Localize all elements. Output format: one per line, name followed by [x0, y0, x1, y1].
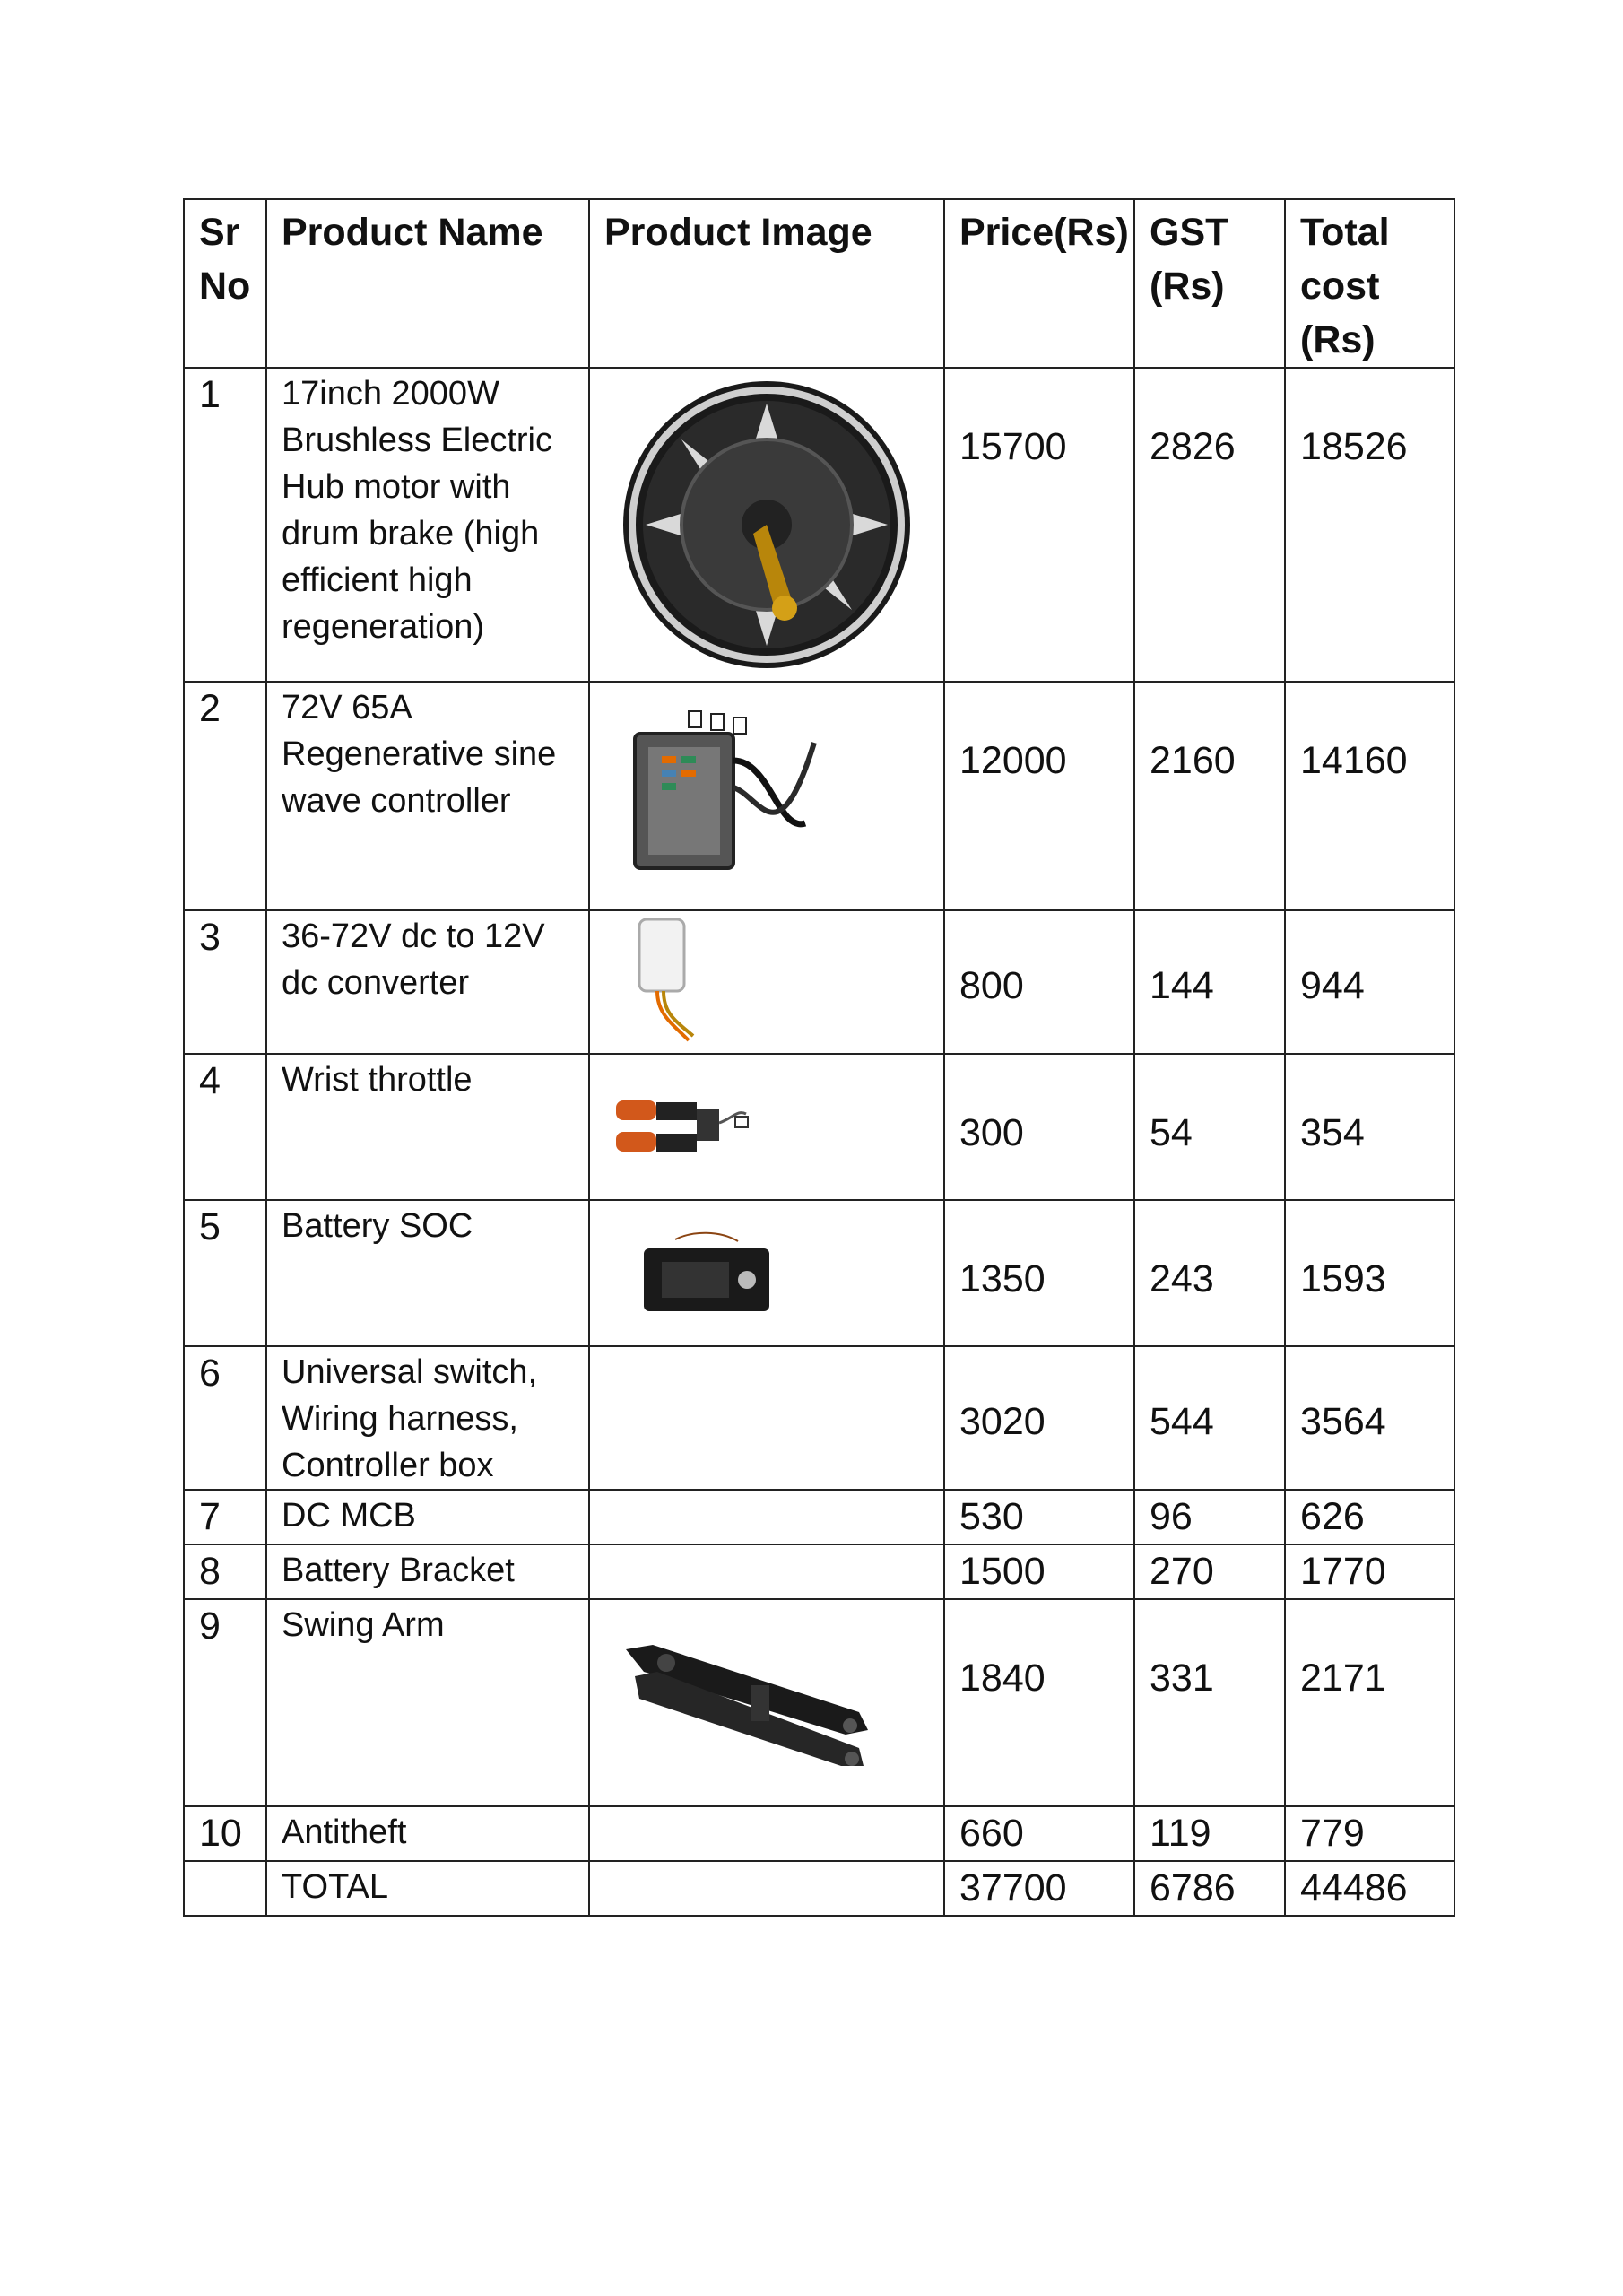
gst-cell: 96 — [1134, 1490, 1285, 1544]
table-row — [184, 1806, 1454, 1861]
product-image-cell — [589, 1490, 944, 1544]
swing-arm-icon — [617, 1631, 877, 1775]
product-cost-table — [183, 198, 1455, 1917]
gst-cell: 144 — [1134, 910, 1285, 1054]
table-row — [184, 1490, 1454, 1544]
totals-gst: 6786 — [1134, 1861, 1285, 1916]
product-image-cell — [589, 1806, 944, 1861]
sr-cell: 5 — [184, 1200, 266, 1346]
total-cell: 2171 — [1285, 1599, 1454, 1806]
header-price: Price(Rs) — [944, 199, 1134, 368]
sr-cell: 2 — [184, 682, 266, 910]
sr-cell: 10 — [184, 1806, 266, 1861]
gst-cell: 2826 — [1134, 368, 1285, 682]
sr-cell: 7 — [184, 1490, 266, 1544]
totals-row — [184, 1861, 1454, 1916]
product-image-cell — [589, 682, 944, 910]
product-image-cell — [589, 368, 944, 682]
product-name-cell: 17inch 2000W Brushless Electric Hub motor with drum brake (high efficient high regeneration) — [266, 368, 589, 682]
table-row — [184, 682, 1454, 910]
total-cell: 3564 — [1285, 1346, 1454, 1490]
total-cell: 14160 — [1285, 682, 1454, 910]
table-row — [184, 1054, 1454, 1200]
sr-cell: 4 — [184, 1054, 266, 1200]
sr-cell: 8 — [184, 1544, 266, 1599]
price-cell: 1840 — [944, 1599, 1134, 1806]
price-cell: 1500 — [944, 1544, 1134, 1599]
hub-motor-icon — [619, 377, 915, 673]
controller-icon — [626, 707, 832, 886]
total-cell: 1770 — [1285, 1544, 1454, 1599]
header-row — [184, 199, 1454, 368]
sr-cell-empty — [184, 1861, 266, 1916]
product-image-cell — [589, 910, 944, 1054]
table-row — [184, 910, 1454, 1054]
table-row — [184, 368, 1454, 682]
sr-cell: 3 — [184, 910, 266, 1054]
price-cell: 800 — [944, 910, 1134, 1054]
product-image-cell — [589, 1544, 944, 1599]
gst-cell: 119 — [1134, 1806, 1285, 1861]
throttle-icon — [612, 1091, 755, 1163]
sr-cell: 6 — [184, 1346, 266, 1490]
totals-price: 37700 — [944, 1861, 1134, 1916]
product-name-cell: Universal switch, Wiring harness, Controller box — [266, 1346, 589, 1490]
table-row — [184, 1544, 1454, 1599]
header-gst: GST (Rs) — [1134, 199, 1285, 368]
price-cell: 660 — [944, 1806, 1134, 1861]
product-image-cell — [589, 1054, 944, 1200]
totals-label: TOTAL — [266, 1861, 589, 1916]
gst-cell: 243 — [1134, 1200, 1285, 1346]
price-cell: 530 — [944, 1490, 1134, 1544]
price-cell: 3020 — [944, 1346, 1134, 1490]
total-cell: 779 — [1285, 1806, 1454, 1861]
table-row — [184, 1599, 1454, 1806]
converter-icon — [626, 915, 707, 1049]
header-product-image: Product Image — [589, 199, 944, 368]
total-cell: 18526 — [1285, 368, 1454, 682]
product-name-cell: 36-72V dc to 12V dc converter — [266, 910, 589, 1054]
product-name-cell: Antitheft — [266, 1806, 589, 1861]
header-product-name: Product Name — [266, 199, 589, 368]
product-name-cell: Wrist throttle — [266, 1054, 589, 1200]
sr-cell: 1 — [184, 368, 266, 682]
gst-cell: 331 — [1134, 1599, 1285, 1806]
product-image-cell — [589, 1861, 944, 1916]
product-name-cell: Battery SOC — [266, 1200, 589, 1346]
gst-cell: 54 — [1134, 1054, 1285, 1200]
price-cell: 15700 — [944, 368, 1134, 682]
product-image-cell — [589, 1599, 944, 1806]
total-cell: 626 — [1285, 1490, 1454, 1544]
product-name-cell: Battery Bracket — [266, 1544, 589, 1599]
table-row — [184, 1346, 1454, 1490]
total-cell: 944 — [1285, 910, 1454, 1054]
totals-total: 44486 — [1285, 1861, 1454, 1916]
product-name-cell: 72V 65A Regenerative sine wave controller — [266, 682, 589, 910]
product-image-cell — [589, 1346, 944, 1490]
price-cell: 300 — [944, 1054, 1134, 1200]
header-sr-no: Sr No — [184, 199, 266, 368]
price-cell: 1350 — [944, 1200, 1134, 1346]
header-total-cost: Total cost (Rs) — [1285, 199, 1454, 368]
total-cell: 354 — [1285, 1054, 1454, 1200]
gst-cell: 270 — [1134, 1544, 1285, 1599]
table-row — [184, 1200, 1454, 1346]
battery-soc-icon — [639, 1231, 774, 1316]
product-name-cell: Swing Arm — [266, 1599, 589, 1806]
product-image-cell — [589, 1200, 944, 1346]
total-cell: 1593 — [1285, 1200, 1454, 1346]
product-name-cell: DC MCB — [266, 1490, 589, 1544]
sr-cell: 9 — [184, 1599, 266, 1806]
gst-cell: 2160 — [1134, 682, 1285, 910]
price-cell: 12000 — [944, 682, 1134, 910]
gst-cell: 544 — [1134, 1346, 1285, 1490]
